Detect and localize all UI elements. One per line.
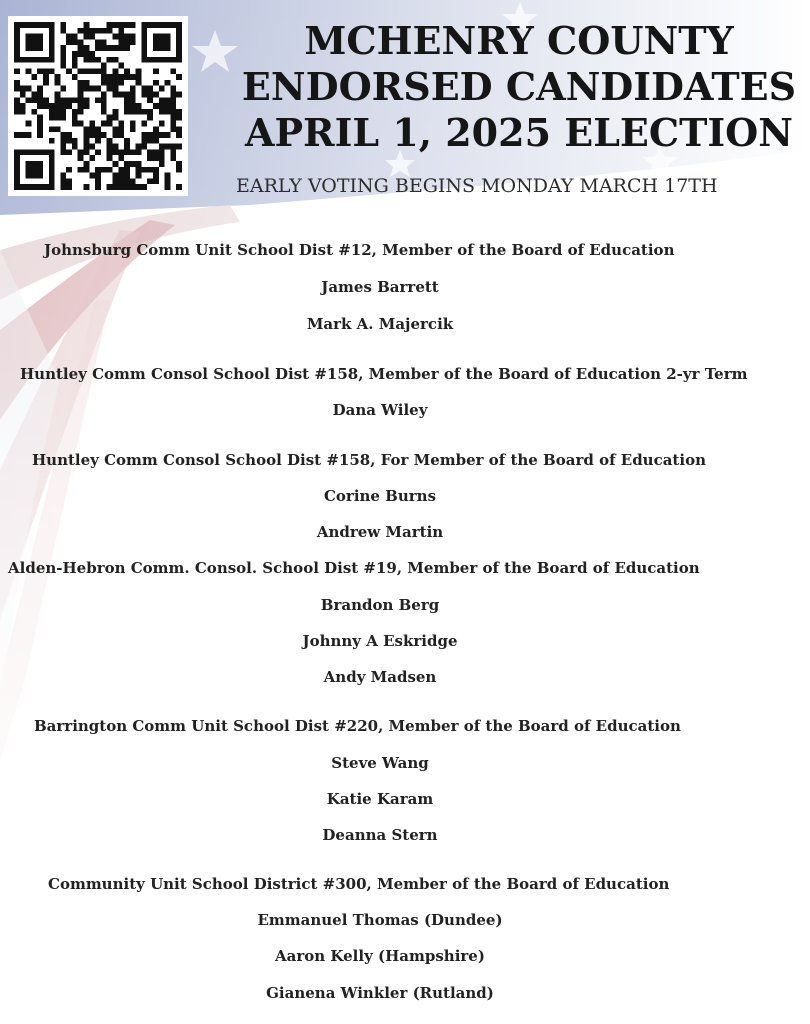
- race-title: Community Unit School District #300, Member of the Board of Education: [48, 875, 670, 893]
- title-line-county: MCHENRY COUNTY: [304, 18, 734, 63]
- candidate-name: James Barrett: [321, 278, 439, 296]
- candidate-name: Johnny A Eskridge: [302, 632, 458, 650]
- candidate-name: Mark A. Majercik: [306, 315, 454, 333]
- race-title: Johnsburg Comm Unit School Dist #12, Member of the Board of Education: [44, 241, 675, 259]
- candidate-name: Emmanuel Thomas (Dundee): [257, 911, 503, 929]
- candidate-name: Gianena Winkler (Rutland): [266, 984, 494, 1002]
- candidate-name: Katie Karam: [326, 790, 434, 808]
- race-title: Huntley Comm Consol School Dist #158, For Member of the Board of Education: [32, 451, 706, 469]
- title-line-election: APRIL 1, 2025 ELECTION: [244, 110, 794, 155]
- candidate-name: Aaron Kelly (Hampshire): [275, 947, 485, 965]
- candidate-name: Steve Wang: [331, 754, 429, 772]
- candidate-name: Dana Wiley: [332, 401, 428, 419]
- race-title: Barrington Comm Unit School Dist #220, Member of the Board of Education: [34, 717, 681, 735]
- title-line-endorsed: ENDORSED CANDIDATES: [241, 64, 797, 109]
- race-title: Alden-Hebron Comm. Consol. School Dist #19, Member of the Board of Education: [8, 559, 700, 577]
- race-title: Huntley Comm Consol School Dist #158, Member of the Board of Education 2-yr Term: [20, 365, 748, 383]
- candidate-name: Andrew Martin: [316, 523, 444, 541]
- candidate-name: Deanna Stern: [322, 826, 438, 844]
- candidate-name: Corine Burns: [323, 487, 437, 505]
- candidate-name: Andy Madsen: [323, 668, 437, 686]
- candidate-name: Brandon Berg: [320, 596, 440, 614]
- early-voting-notice: EARLY VOTING BEGINS MONDAY MARCH 17TH: [236, 175, 718, 197]
